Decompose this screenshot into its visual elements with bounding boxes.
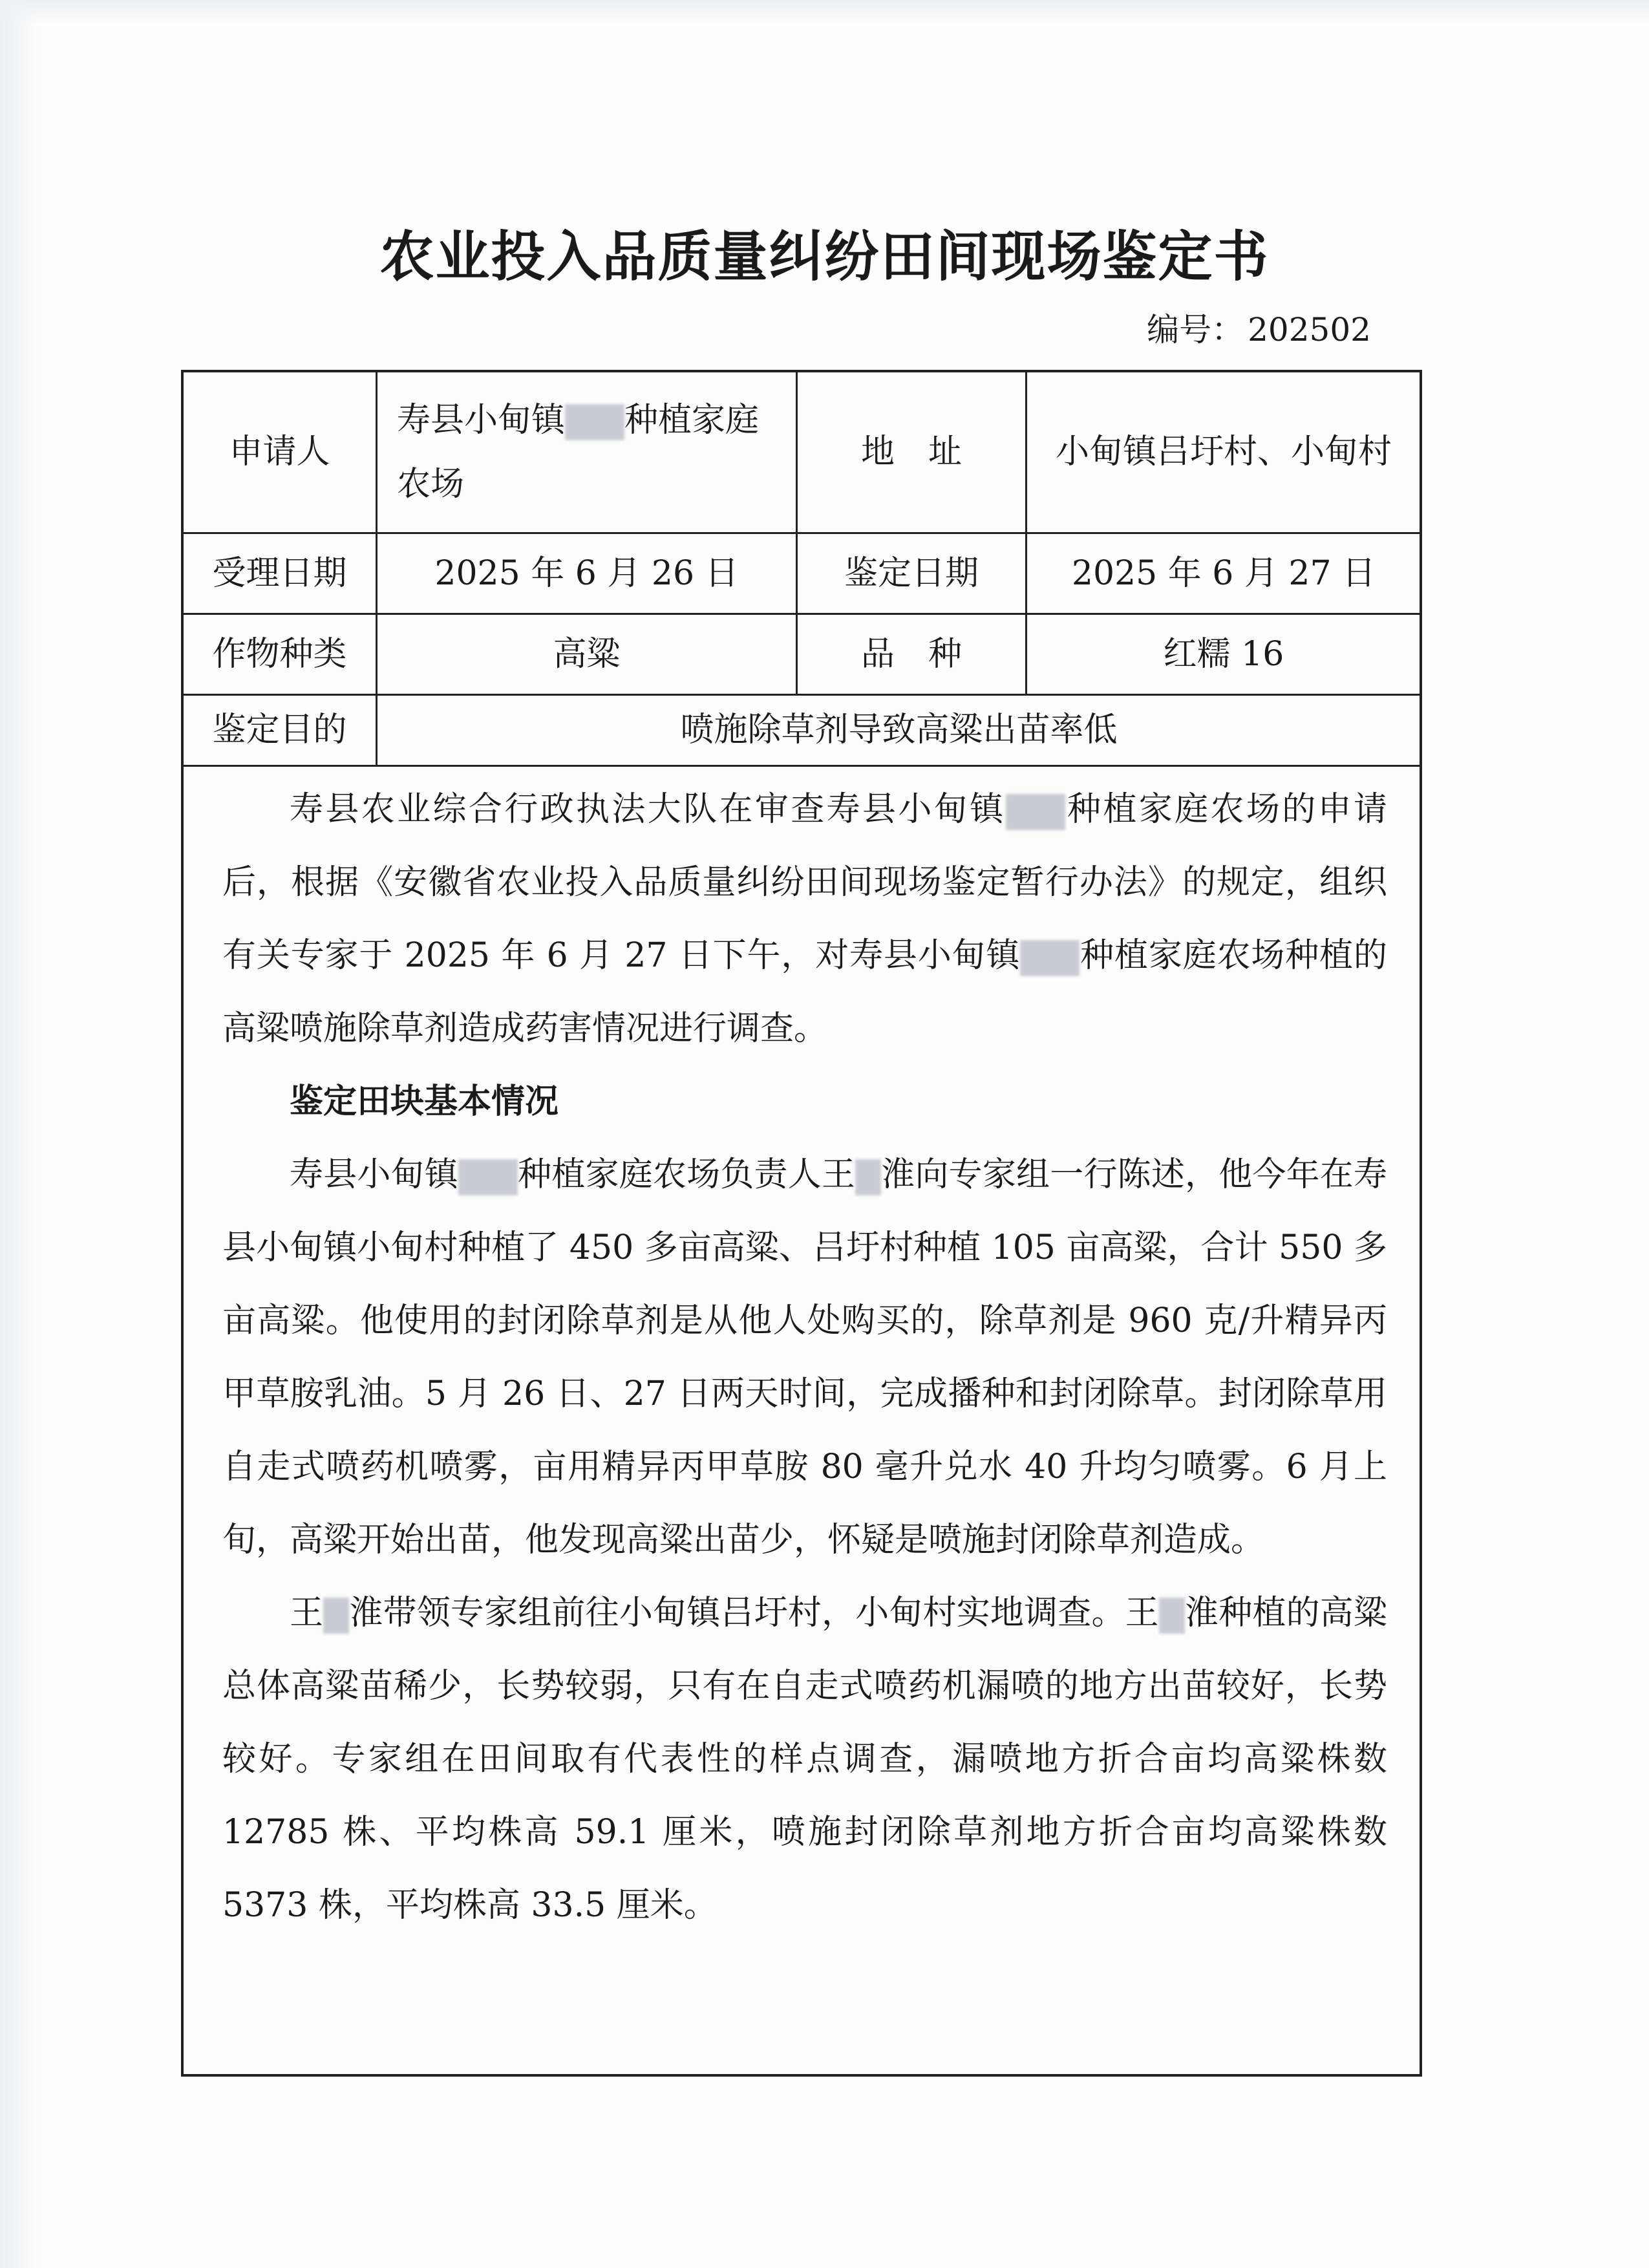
purpose-label: 鉴定目的 — [184, 696, 378, 765]
appraise-date-value: 2025 年 6 月 27 日 — [1071, 553, 1376, 593]
crop-value: 高粱 — [378, 615, 798, 694]
document-title: 农业投入品质量纠纷田间现场鉴定书 — [379, 225, 1270, 288]
appraisal-form-table — [181, 370, 1422, 2077]
appraisal-body — [222, 773, 1387, 1942]
crop-label: 作物种类 — [184, 615, 378, 694]
purpose-value: 喷施除草剂导致高粱出苗率低 — [680, 711, 1118, 750]
redacted-name-block — [855, 1159, 881, 1195]
redacted-name-block — [1006, 794, 1065, 830]
redacted-name-block — [565, 404, 624, 440]
intro-paragraph — [222, 773, 1387, 1065]
intro-part-b: 种植家庭农场的申请后，根据《安徽省农业投入品质量纠纷田间现场鉴定暂行办法》的规定，组织有关专家于 2025 年 6 月 27 日下午，对寿县小甸镇 — [222, 790, 1387, 975]
document-number-value: 202502 — [1248, 311, 1371, 348]
p2-part-c: 淮向专家组一行陈述，他今年在寿县小甸镇小甸村种植了 450 多亩高粱、吕圩村种植 105 亩高粱，合计 550 多亩高粱。他使用的封闭除草剂是从他人处购买的，除草剂是 960 克/升精异丙甲草胺乳油。5 月 26 日、27 日两天时间，完成播种和封闭除草。封闭除草用自走式喷药机喷雾，亩用精异丙甲草胺 80 毫升兑水 40 升均匀喷雾。6 月上旬，高粱开始出苗，他发现高粱出苗少，怀疑是喷施封闭除草剂造成。 — [222, 1155, 1387, 1559]
address-value: 小甸镇吕圩村、小甸村 — [1055, 433, 1392, 472]
p3-part-c: 淮种植的高粱总体高粱苗稀少，长势较弱，只有在自走式喷药机漏喷的地方出苗较好，长势较好。专家组在田间取有代表性的样点调查，漏喷地方折合亩均高粱株数 12785 株、平均株高 59.1 厘米，喷施封闭除草剂地方折合亩均高粱株数 5373 株，平均株高 33.5 厘米。 — [222, 1594, 1387, 1925]
scan-edge-shadow — [0, 0, 39, 2268]
intro-part-c: 种植家庭农场种植的高粱喷施除草剂造成药害情况进行调查。 — [222, 936, 1387, 1048]
p3-part-a: 王 — [290, 1594, 324, 1632]
applicant-value — [378, 372, 798, 532]
appraise-date-label: 鉴定日期 — [798, 534, 1027, 613]
redacted-name-block — [1159, 1598, 1185, 1634]
accept-date-value: 2025 年 6 月 26 日 — [378, 534, 798, 613]
p2-part-b: 种植家庭农场负责人王 — [517, 1155, 856, 1194]
accept-date-label: 受理日期 — [184, 534, 378, 613]
address-label: 地 址 — [798, 372, 1027, 532]
variety-value: 红糯 16 — [1163, 634, 1284, 674]
field-description-paragraph — [222, 1139, 1387, 1577]
applicant-value-pre: 寿县小甸镇 — [397, 400, 566, 440]
section-heading: 鉴定田块基本情况 — [290, 1082, 559, 1121]
redacted-name-block — [458, 1159, 518, 1195]
document-number-label: 编号： — [1147, 311, 1244, 348]
applicant-label: 申请人 — [184, 372, 378, 532]
document-number — [1147, 304, 1371, 350]
table-row-applicant — [184, 372, 1420, 534]
scan-top-shadow — [0, 0, 1649, 26]
redacted-name-block — [1020, 940, 1080, 976]
p2-part-a: 寿县小甸镇 — [290, 1155, 458, 1194]
redacted-name-block — [323, 1598, 349, 1634]
intro-part-a: 寿县农业综合行政执法大队在审查寿县小甸镇 — [290, 790, 1006, 829]
investigation-paragraph — [222, 1577, 1387, 1942]
table-row-dates — [184, 534, 1420, 615]
p3-part-b: 淮带领专家组前往小甸镇吕圩村，小甸村实地调查。王 — [349, 1594, 1159, 1632]
variety-label: 品 种 — [798, 615, 1027, 694]
table-row-crop — [184, 615, 1420, 696]
applicant-value-post: 种植家庭农场 — [397, 400, 760, 504]
table-row-purpose — [184, 696, 1420, 767]
